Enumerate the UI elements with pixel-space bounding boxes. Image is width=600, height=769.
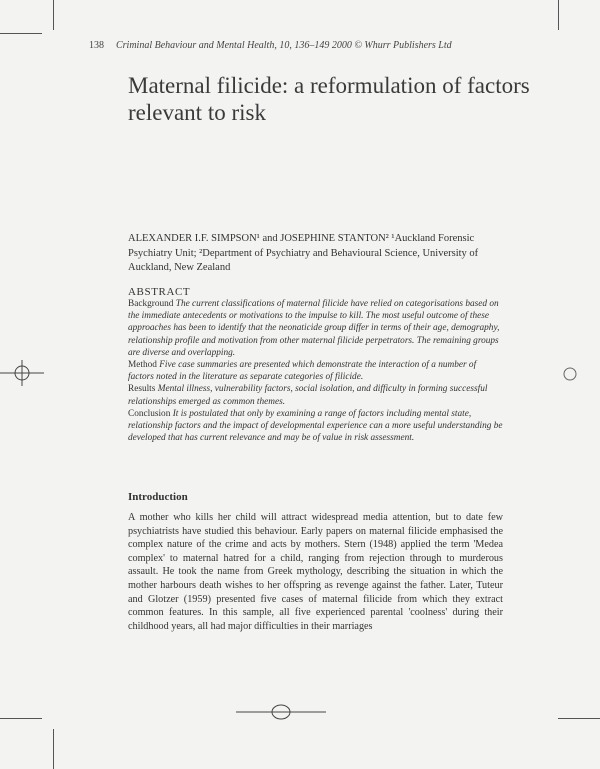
page-number: 138	[89, 40, 104, 51]
abstract-background	[128, 298, 503, 359]
abstract-conclusion	[128, 408, 503, 445]
introduction-paragraph: A mother who kills her child will attract widespread media attention, but to date few psychiatrists have studied this behaviour. Early papers on maternal filicide emphasised the complex nature of the crime and acts by mothers. Stern (1948) applied the term 'Medea complex' to maternal hatred for a child, ranging from rejection through to murderous assault. He took the name from Greek mythology, describing the situation in which the mother harbours death wishes to her offspring as revenge against the father. Later, Tuteur and Glotzer (1959) presented five cases of maternal filicide from which they extract common features. In this sample, all five experienced parental 'coolness' during their childhood years, all had major difficulties in their marriages	[128, 512, 503, 632]
running-head	[89, 40, 559, 51]
introduction-heading: Introduction	[128, 491, 188, 503]
author-affiliations: ALEXANDER I.F. SIMPSON¹ and JOSEPHINE STANTON² ¹Auckland Forensic Psychiatry Unit; ²Department of Psychiatry and Behavioural Science, University of Auckland, New Zealand	[128, 233, 479, 273]
crop-mark-bottom-left-h	[0, 718, 42, 719]
background-text: The current classifications of maternal filicide have relied on categorisations based on the immediate antecedents or motivations to the impulse to kill. The most useful outcome of these approaches has been to identify that the neonaticide group differ in terms of their age, demography, relationship profile and motivation from other maternal filicide perpetrators. The remaining groups are diverse and overlapping.	[128, 299, 500, 358]
method-label: Method	[128, 360, 157, 371]
journal-citation: Criminal Behaviour and Mental Health, 10, 136–149 2000 © Whurr Publishers Ltd	[116, 40, 452, 51]
conclusion-label: Conclusion	[128, 408, 171, 419]
registration-mark-bottom-icon	[236, 700, 326, 724]
registration-mark-left-icon	[0, 358, 44, 388]
abstract-method	[128, 359, 503, 383]
abstract-heading: ABSTRACT	[128, 286, 191, 298]
crop-mark-bottom-right-h	[558, 718, 600, 719]
results-text: Mental illness, vulnerability factors, social isolation, and difficulty in forming successful relationships emerged as common themes.	[128, 384, 488, 407]
abstract-results	[128, 383, 503, 407]
conclusion-text: It is postulated that only by examining a range of factors including mental state, relationship factors and the impact of developmental experience can a more useful understanding be developed that has current relevance and may be of value in risk assessment.	[128, 408, 503, 444]
article-title: Maternal filicide: a reformulation of factors relevant to risk	[128, 73, 530, 125]
registration-mark-right-icon	[560, 364, 580, 384]
abstract-body	[128, 298, 503, 444]
crop-mark-top-right-v	[558, 0, 559, 30]
results-label: Results	[128, 384, 156, 395]
crop-mark-top-left-h	[0, 33, 42, 34]
method-text: Five case summaries are presented which demonstrate the interaction of a number of factors noted in the literature as separate categories of filicide.	[128, 360, 477, 383]
introduction-body	[128, 511, 503, 633]
crop-mark-bottom-left-v	[53, 729, 54, 769]
background-label: Background	[128, 299, 174, 309]
crop-mark-top-left-v	[53, 0, 54, 30]
